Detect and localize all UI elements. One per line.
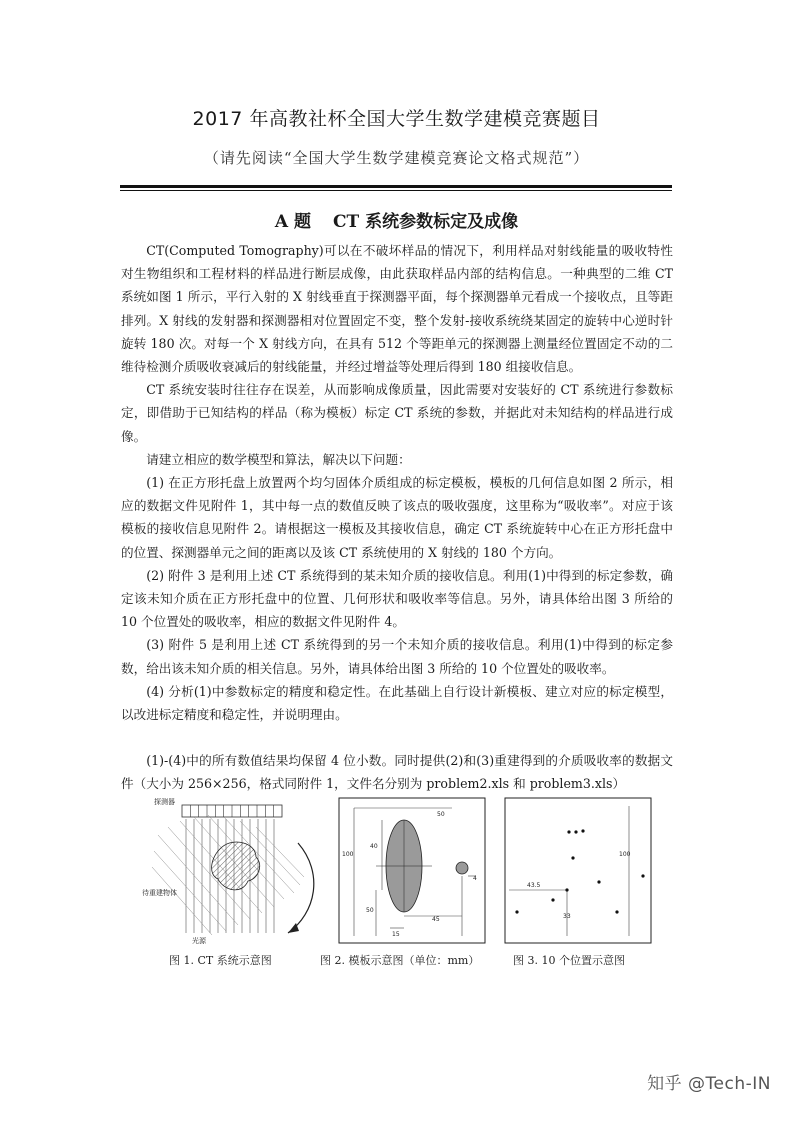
position-point [571, 856, 574, 859]
position-point [615, 910, 618, 913]
paragraph-calibration: CT 系统安装时往往存在误差，从而影响成像质量，因此需要对安装好的 CT 系统进行参数标定，即借助于已知结构的样品（称为模板）标定 CT 系统的参数，并据此对未知结构的样品进行成像。 [121, 382, 673, 444]
paragraph-question-2: (2) 附件 3 是利用上述 CT 系统得到的某未知介质的接收信息。利用(1)中得到的标定参数，确定该未知介质在正方形托盘中的位置、几何形状和吸收率等信息。另外，请具体给出图 3 所给的 10 个位置处的吸收率，相应的数据文件见附件 4。 [121, 567, 673, 630]
circle-medium [456, 862, 468, 874]
dim-40: 40 [370, 843, 378, 850]
position-point [574, 830, 577, 833]
position-point [515, 910, 518, 913]
position-point [581, 829, 584, 832]
position-point [597, 880, 600, 883]
dim-45: 45 [432, 916, 440, 923]
problem-heading [0, 207, 793, 232]
page-subtitle: （请先阅读“全国大学生数学建模竞赛论文格式规范”） [203, 149, 590, 167]
page-title: 2017 年高教社杯全国大学生数学建模竞赛题目 [192, 108, 601, 130]
dim-100: 100 [619, 851, 631, 858]
paragraph-question-3: (3) 附件 5 是利用上述 CT 系统得到的另一个未知介质的接收信息。利用(1)中得到的标定参数，给出该未知介质的相关信息。另外，请具体给出图 3 所给的 10 个位置处的吸收率。 [121, 637, 673, 676]
position-point [551, 898, 554, 901]
paragraph-requirements: (1)-(4)中的所有数值结果均保留 4 位小数。同时提供(2)和(3)重建得到的介质吸收率的数据文件（大小为 256×256，格式同附件 1，文件名分别为 problem2.xls 和 problem3.xls） [121, 753, 673, 792]
divider-thick [120, 185, 672, 188]
figure-3-positions [503, 796, 653, 946]
dim-15: 15 [392, 931, 400, 938]
paragraph-question-4: (4) 分析(1)中参数标定的精度和稳定性。在此基础上自行设计新模板、建立对应的标定模型，以改进标定精度和稳定性，并说明理由。 [121, 683, 673, 723]
dim-4: 4 [473, 875, 477, 882]
problem-label: A 题 [274, 212, 311, 232]
problem-body [121, 239, 673, 796]
figure-1-ct-system [138, 795, 328, 945]
figure-3-caption: 图 3. 10 个位置示意图 [513, 954, 625, 967]
paragraph-task-intro: 请建立相应的数学模型和算法，解决以下问题： [146, 451, 411, 467]
dim-43-5: 43.5 [527, 882, 541, 889]
divider-thin [120, 190, 672, 191]
position-point [567, 830, 570, 833]
figure-2-caption: 图 2. 模板示意图（单位：mm） [320, 954, 480, 967]
detector-array [182, 805, 282, 817]
rotation-arrow [288, 843, 314, 933]
label-detector: 探测器 [154, 798, 175, 806]
dim-50-top: 50 [437, 811, 445, 818]
figure-1-caption: 图 1. CT 系统示意图 [169, 954, 272, 967]
paragraph-intro: CT(Computed Tomography)可以在不破坏样品的情况下，利用样品对射线能量的吸收特性对生物组织和工程材料的样品进行断层成像，由此获取样品内部的结构信息。一种典型的二维 CT 系统如图 1 所示，平行入射的 X 射线垂直于探测器平面，每个探测器单元看成一个接收点，且等距排列。X 射线的发射器和探测器相对位置固定不变，整个发射-接收系统绕某固定的旋转中心逆时针旋转 180 次。对每一个 X 射线方向，在具有 512 个等距单元的探测器上测量经位置固定不动的二维待检测介质吸收衰减后的射线能量，并经过增益等处理后得到 180 组接收信息。 [121, 243, 673, 375]
label-source: 光源 [192, 937, 206, 945]
position-point [565, 888, 568, 891]
position-point [641, 874, 644, 877]
label-medium: 待重建物体 [142, 889, 177, 897]
dim-33: 33 [563, 913, 571, 920]
dim-100: 100 [342, 851, 354, 858]
watermark: 知乎 @Tech-IN [647, 1074, 771, 1094]
paragraph-question-1: (1) 在正方形托盘上放置两个均匀固体介质组成的标定模板，模板的几何信息如图 2 所示，相应的数据文件见附件 1，其中每一点的数值反映了该点的吸收强度，这里称为“吸收率”。对应于该模板的接收信息见附件 2。请根据这一模板及其接收信息，确定 CT 系统旋转中心在正方形托盘中的位置、探测器单元之间的距离以及该 CT 系统使用的 X 射线的 180 个方向。 [121, 475, 673, 560]
position-points [515, 829, 644, 913]
problem-title: CT 系统参数标定及成像 [333, 212, 519, 232]
figure-2-template [336, 796, 488, 946]
dim-50-left: 50 [366, 907, 374, 914]
